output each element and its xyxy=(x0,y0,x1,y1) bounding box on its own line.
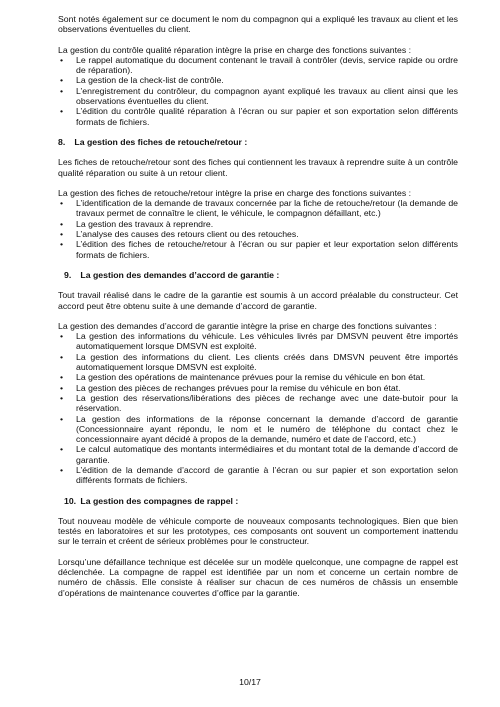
list-item: • L’enregistrement du contrôleur, du compagnon ayant expliqué les travaux au client ainsi que les observations éventuelles du client. xyxy=(58,86,458,107)
section-9-heading xyxy=(58,270,458,280)
section-title: La gestion des demandes d’accord de garantie : xyxy=(80,269,280,280)
list-item: • La gestion des pièces de rechanges prévues pour la remise du véhicule en bon état. xyxy=(58,383,458,393)
section-8-paragraph: Les fiches de retouche/retour sont des fiches qui contiennent les travaux à reprendre suite à un contrôle qualité réparation ou suite à un retour client. xyxy=(58,157,458,178)
section-number: 10. xyxy=(64,495,77,506)
list-item: • La gestion des travaux à reprendre. xyxy=(58,219,458,229)
list-item: • L’analyse des causes des retours client ou des retouches. xyxy=(58,229,458,239)
list-item: • La gestion des réservations/libérations des pièces de rechange avec une date-butoir pour la réservation. xyxy=(58,393,458,414)
list-item: • L’identification de la demande de travaux concernée par la fiche de retouche/retour (la demande de travaux permet de connaître le client, le véhicule, le compagnon défaillant, etc.) xyxy=(58,198,458,219)
list-item: • La gestion des informations du client. Les clients créés dans DMSVN peuvent être importés automatiquement lorsque DMSVN est exploité. xyxy=(58,352,458,373)
section-9-function-list xyxy=(58,331,458,485)
page-number: 10/17 xyxy=(239,677,261,687)
section-8-list-intro: La gestion des fiches de retouche/retour intègre la prise en charge des fonctions suivantes : xyxy=(58,187,412,198)
section-10-paragraph-1: Tout nouveau modèle de véhicule comporte de nouveaux composants technologiques. Bien que bien testés en laboratoires et sur les prototypes, ces composants ont souvent un comportement inattendu sur le terrain et créent de sérieux problèmes pour le constructeur. xyxy=(58,515,458,547)
section-8-function-list xyxy=(58,198,458,260)
section-9-list-intro: La gestion des demandes d’accord de garantie intègre la prise en charge des fonctions suivantes : xyxy=(58,320,437,331)
list-item: • Le calcul automatique des montants intermédiaires et du montant total de la demande d’accord de garantie. xyxy=(58,444,458,465)
section-number: 9. xyxy=(64,269,72,280)
list-item: • La gestion de la check-list de contrôle. xyxy=(58,75,458,85)
section-8-heading xyxy=(58,137,458,147)
section-title: La gestion des compagnes de rappel : xyxy=(80,495,239,506)
list-item: • La gestion des informations de la réponse concernant la demande d’accord de garantie (Concessionnaire ayant répondu, le nom et le numéro de téléphone du contact chez le concessionnaire ayant décidé à propos de la demande, numéro et date de l’accord, etc.) xyxy=(58,414,458,445)
list-item: • La gestion des opérations de maintenance prévues pour la remise du véhicule en bon état. xyxy=(58,372,458,382)
section-9-paragraph: Tout travail réalisé dans le cadre de la garantie est soumis à un accord préalable du constructeur. Cet accord peut être obtenu suite à une demande d’accord de garantie. xyxy=(58,290,458,311)
list-item: • L’édition de la demande d’accord de garantie à l’écran ou sur papier et son exportation selon différents formats de fichiers. xyxy=(58,465,458,486)
intro-paragraph: Sont notés également sur ce document le nom du compagnon qui a expliqué les travaux au client et les observations éventuelles du client. xyxy=(58,14,458,35)
intro-list-intro: La gestion du contrôle qualité réparation intègre la prise en charge des fonctions suivantes : xyxy=(58,44,412,55)
section-10-heading xyxy=(58,496,458,506)
section-10-paragraph-2: Lorsqu’une défaillance technique est décelée sur un modèle quelconque, une compagne de rappel est déclenchée. La compagne de rappel est identifiée par un nom et concerne un certain nombre de numéro de châssis. Elle consiste à réaliser sur chacun de ces numéros de châssis un ensemble d’opérations de maintenance couvertes d’office par la garantie. xyxy=(58,556,458,598)
list-item: • L’édition des fiches de retouche/retour à l’écran ou sur papier et leur exportation selon différents formats de fichiers. xyxy=(58,239,458,260)
list-item: • L’édition du contrôle qualité réparation à l’écran ou sur papier et son exportation selon différents formats de fichiers. xyxy=(58,106,458,127)
list-item: • Le rappel automatique du document contenant le travail à contrôler (devis, service rapide ou ordre de réparation). xyxy=(58,55,458,76)
section-number: 8. xyxy=(58,136,66,147)
intro-function-list xyxy=(58,55,458,127)
section-title: La gestion des fiches de retouche/retour : xyxy=(74,136,248,147)
list-item: • La gestion des informations du véhicule. Les véhicules livrés par DMSVN peuvent être importés automatiquement lorsque DMSVN est exploité. xyxy=(58,331,458,352)
